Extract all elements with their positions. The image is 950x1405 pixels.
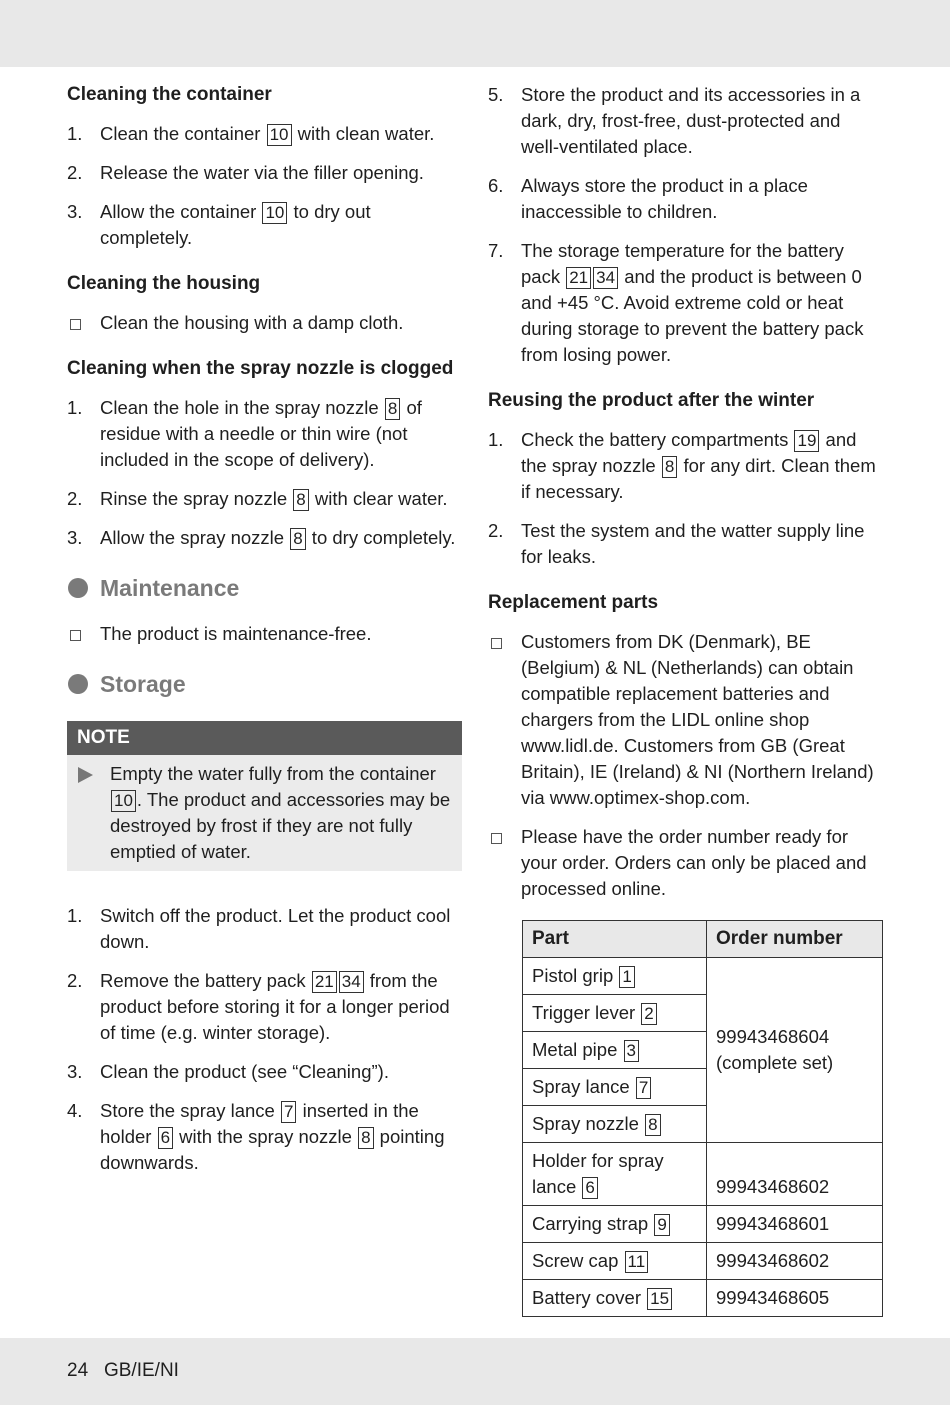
part-ref: 10: [267, 124, 292, 146]
part-ref: 1: [619, 966, 634, 988]
part-cell: Holder for spray lance 6: [523, 1143, 707, 1206]
bullet-item: Customers from DK (Denmark), BE (Belgium) & NL (Netherlands) can obtain compatible replacement batteries and chargers from the LIDL online shop www.lidl.de. Customers from GB (Great Britain), IE (Ireland) & NI (Northern Ireland) via www.optimex-shop.com.: [488, 629, 883, 811]
part-ref: 21: [312, 971, 337, 993]
section-bullet-icon: [68, 674, 88, 694]
part-ref: 6: [582, 1177, 597, 1199]
part-ref: 10: [262, 202, 287, 224]
list-item: 4. Store the spray lance 7 inserted in the holder 6 with the spray nozzle 8 pointing downwards.: [67, 1100, 445, 1173]
list-item: 3. Clean the product (see “Cleaning”).: [67, 1061, 389, 1082]
part-ref: 21: [566, 267, 591, 289]
order-cell: 99943468602: [707, 1243, 883, 1280]
part-ref: 7: [636, 1077, 651, 1099]
section-bullet-icon: [68, 578, 88, 598]
checkbox-bullet-icon: [491, 833, 502, 844]
heading-cleaning-container: Cleaning the container: [67, 84, 272, 105]
replacement-parts-table: [522, 920, 883, 1317]
part-ref: 34: [339, 971, 364, 993]
part-ref: 6: [158, 1127, 173, 1149]
part-ref: 8: [293, 489, 308, 511]
list-item: 2. Rinse the spray nozzle 8 with clear water.: [67, 488, 448, 509]
note-label: NOTE: [67, 721, 462, 755]
table-row: [523, 1143, 883, 1206]
list-item: 5. Store the product and its accessories in a dark, dry, frost-free, dust-protected and well-ventilated place.: [488, 84, 861, 157]
table-row: [523, 1280, 883, 1317]
part-cell: Screw cap 11: [523, 1243, 707, 1280]
part-ref: 8: [662, 456, 677, 478]
table-row: [523, 1206, 883, 1243]
part-cell: Metal pipe 3: [523, 1032, 707, 1069]
part-cell: Trigger lever 2: [523, 995, 707, 1032]
part-ref: 15: [647, 1288, 672, 1310]
table-header-row: [523, 921, 883, 958]
section-maintenance: Maintenance: [67, 573, 462, 603]
list-item: 2. Test the system and the watter supply line for leaks.: [488, 520, 865, 567]
checkbox-bullet-icon: [491, 638, 502, 649]
list-item: 1. Clean the container 10 with clean water.: [67, 123, 435, 144]
list-item: 3. Allow the spray nozzle 8 to dry completely.: [67, 527, 456, 548]
top-band: [0, 0, 950, 67]
part-ref: 8: [290, 528, 305, 550]
part-ref: 19: [794, 430, 819, 452]
region-code: GB/IE/NI: [103, 1360, 179, 1381]
part-ref: 2: [641, 1003, 656, 1025]
checkbox-bullet-icon: [70, 630, 81, 641]
note-box: [67, 721, 462, 871]
part-cell: Spray lance 7: [523, 1069, 707, 1106]
checkbox-bullet-icon: [70, 319, 81, 330]
part-ref: 8: [645, 1114, 660, 1136]
column-header-order: Order number: [707, 921, 883, 958]
list-item: 2. Remove the battery pack 21 34 from the product before storing it for a longer period of time (e.g. winter storage).: [67, 970, 450, 1043]
list-item: 1. Switch off the product. Let the product cool down.: [67, 905, 451, 952]
heading-replacement: Replacement parts: [488, 592, 659, 613]
bullet-item: Clean the housing with a damp cloth.: [67, 310, 462, 336]
part-ref: 9: [654, 1214, 669, 1236]
order-cell: 99943468605: [707, 1280, 883, 1317]
part-cell: Carrying strap 9: [523, 1206, 707, 1243]
list-item: 6. Always store the product in a place inaccessible to children.: [488, 175, 808, 222]
part-ref: 11: [625, 1251, 649, 1273]
page-number: 24: [67, 1360, 89, 1381]
part-ref: 10: [111, 790, 136, 812]
section-storage: Storage: [67, 669, 462, 699]
heading-cleaning-housing: Cleaning the housing: [67, 273, 261, 294]
column-header-part: Part: [523, 921, 707, 958]
list-item: 1. Check the battery compartments 19 and the spray nozzle 8 for any dirt. Clean them if necessary.: [488, 429, 876, 502]
table-row: [523, 958, 883, 995]
part-cell: Pistol grip 1: [523, 958, 707, 995]
left-column: [67, 82, 462, 1176]
bullet-item: Please have the order number ready for your order. Orders can only be placed and processed online.: [488, 824, 883, 902]
part-cell: Battery cover 15: [523, 1280, 707, 1317]
list-item: 1. Clean the hole in the spray nozzle 8 of residue with a needle or thin wire (not included in the scope of delivery).: [67, 397, 422, 470]
right-column: [488, 82, 883, 1317]
order-cell: 99943468602: [707, 1143, 883, 1206]
list-item: 2. Release the water via the filler opening.: [67, 162, 424, 183]
table-row: [523, 1243, 883, 1280]
part-ref: 34: [593, 267, 618, 289]
list-item: 3. Allow the container 10 to dry out completely.: [67, 201, 371, 248]
part-ref: 8: [385, 398, 400, 420]
list-item: 7. The storage temperature for the battery pack 21 34 and the product is between 0 and +45 °C. Avoid extreme cold or heat during storage to prevent the battery pack from losing power.: [488, 240, 864, 365]
note-text: Empty the water fully from the container 10 . The product and accessories may be destroyed by frost if they are not fully emptied of water.: [67, 755, 462, 871]
bullet-item: The product is maintenance-free.: [67, 621, 462, 647]
part-ref: 8: [358, 1127, 373, 1149]
part-cell: Spray nozzle 8: [523, 1106, 707, 1143]
heading-cleaning-nozzle: Cleaning when the spray nozzle is clogged: [67, 358, 454, 379]
part-ref: 7: [281, 1101, 296, 1123]
part-ref: 3: [624, 1040, 639, 1062]
arrow-right-icon: [78, 767, 93, 783]
heading-reusing: Reusing the product after the winter: [488, 390, 815, 411]
order-cell-complete-set: 99943468604 (complete set): [707, 958, 883, 1143]
order-cell: 99943468601: [707, 1206, 883, 1243]
page-footer: [67, 1358, 179, 1384]
